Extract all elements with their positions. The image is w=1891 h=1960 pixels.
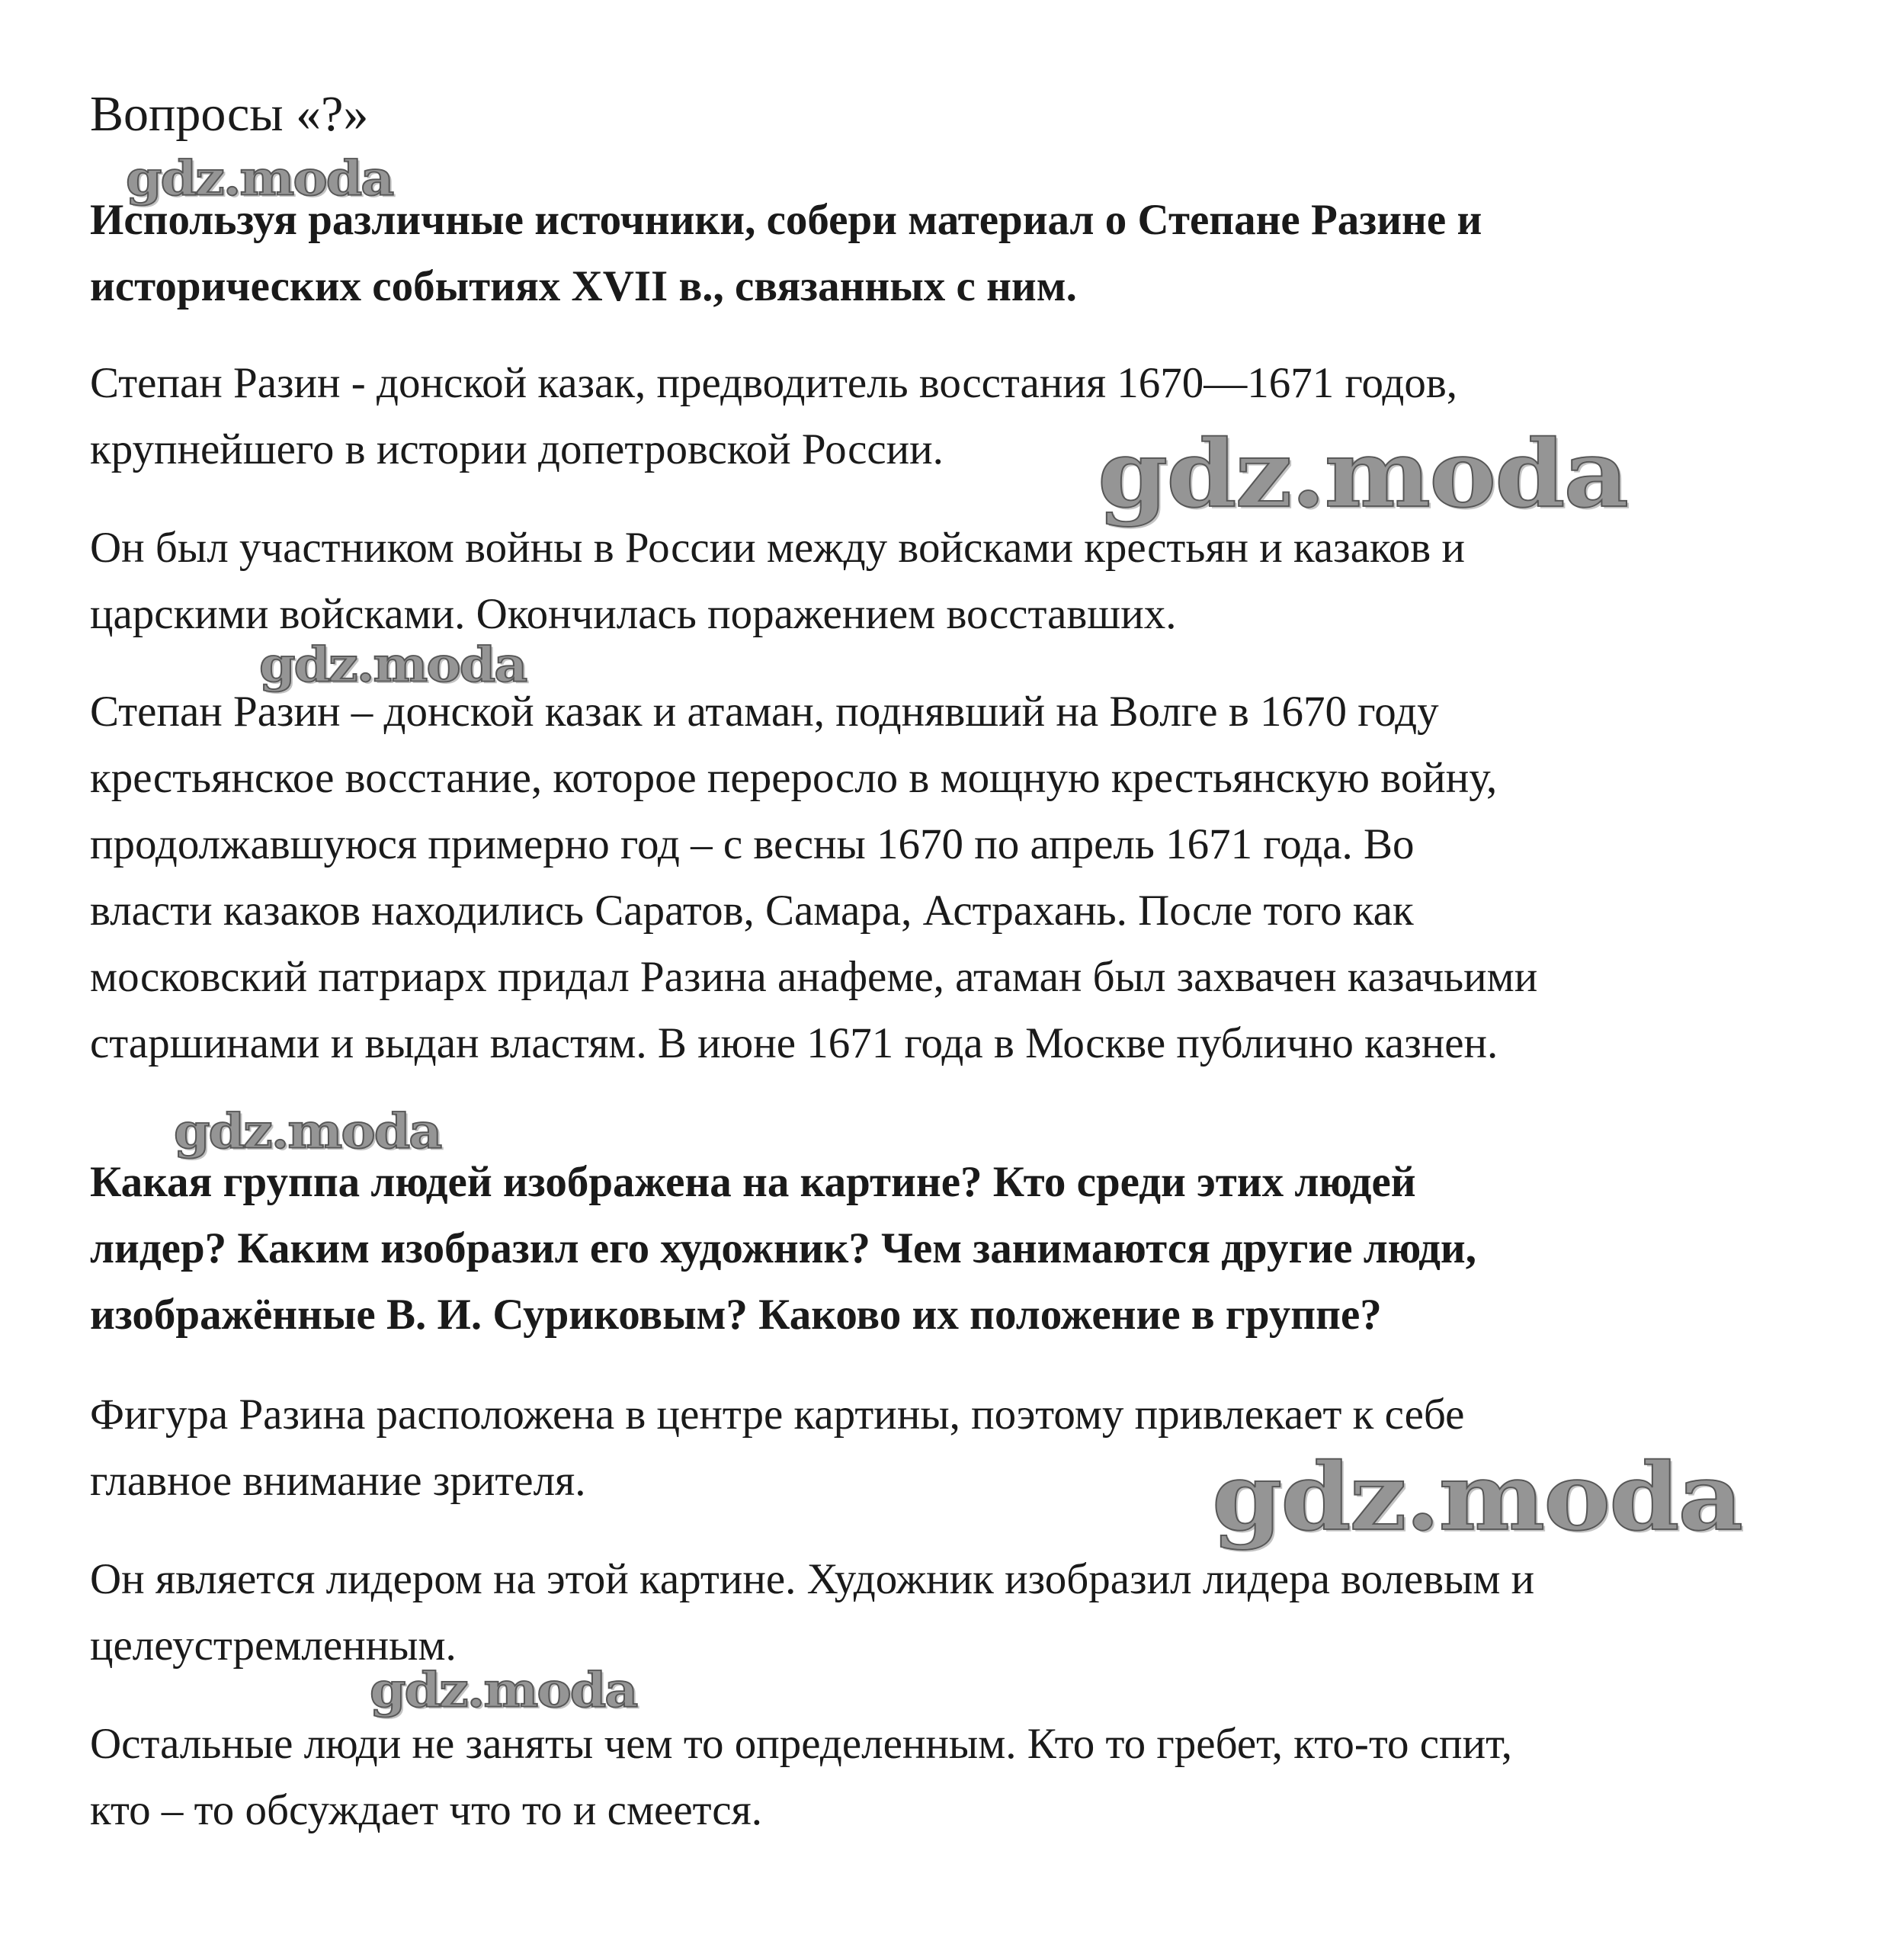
answer-line: продолжавшуюся примерно год – с весны 1670 по апрель 1671 года. Во — [90, 820, 1415, 868]
answer-paragraph — [90, 678, 1812, 1076]
watermark: gdz.moda — [370, 1662, 637, 1718]
answer-line: власти казаков находились Саратов, Самара, Астрахань. После того как — [90, 887, 1414, 935]
watermark: gdz.moda — [126, 150, 393, 207]
watermark: gdz.moda — [1098, 419, 1628, 529]
page-title: Вопросы «?» — [90, 86, 369, 142]
answer-line: главное внимание зрителя. — [90, 1457, 586, 1505]
answer-line: крестьянское восстание, которое переросло в мощную крестьянскую войну, — [90, 754, 1498, 802]
question-line: Какая группа людей изображена на картине? Кто среди этих людей — [90, 1158, 1416, 1206]
answer-line: Фигура Разина расположена в центре картины, поэтому привлекает к себе — [90, 1391, 1465, 1439]
answer-line: Он является лидером на этой картине. Художник изобразил лидера волевым и — [90, 1555, 1535, 1603]
question-line: изображённые В. И. Суриковым? Каково их положение в группе? — [90, 1291, 1382, 1339]
answer-line: московский патриарх придал Разина анафеме, атаман был захвачен казачьими — [90, 953, 1538, 1001]
answer-line: крупнейшего в истории допетровской России. — [90, 425, 944, 473]
answer-line: старшинами и выдан властям. В июне 1671 года в Москве публично казнен. — [90, 1019, 1498, 1067]
answer-line: Остальные люди не заняты чем то определенным. Кто то гребет, кто-то спит, — [90, 1720, 1512, 1768]
answer-paragraph — [90, 1711, 1812, 1843]
answer-line: Степан Разин - донской казак, предводитель восстания 1670—1671 годов, — [90, 359, 1458, 407]
answer-line: царскими войсками. Окончилась поражением восставших. — [90, 590, 1177, 638]
answer-line: целеустремленным. — [90, 1622, 457, 1670]
answer-line: кто – то обсуждает что то и смеется. — [90, 1786, 763, 1834]
answer-paragraph — [90, 1546, 1812, 1679]
question-line: Используя различные источники, собери материал о Степане Разине и — [90, 196, 1482, 244]
answer-paragraph — [90, 515, 1812, 647]
answer-line: Он был участником войны в России между войсками крестьян и казаков и — [90, 524, 1465, 572]
question-1 — [90, 187, 1812, 319]
watermark: gdz.moda — [174, 1103, 441, 1160]
watermark: gdz.moda — [259, 637, 527, 693]
question-line: лидер? Каким изобразил его художник? Чем занимаются другие люди, — [90, 1224, 1476, 1272]
watermark: gdz.moda — [1212, 1442, 1742, 1552]
answer-line: Степан Разин – донской казак и атаман, поднявший на Волге в 1670 году — [90, 688, 1439, 736]
question-line: исторических событиях XVII в., связанных с ним. — [90, 262, 1077, 310]
question-2 — [90, 1149, 1812, 1348]
